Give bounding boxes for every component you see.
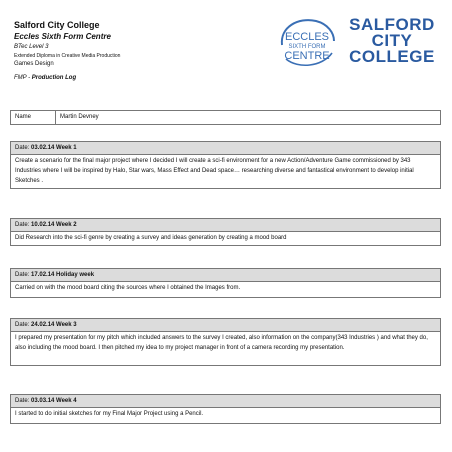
eccles-logo-line3: CENTRE [284, 50, 330, 62]
college-name: Salford City College [14, 20, 100, 30]
log-entry [10, 141, 441, 189]
salford-logo-line3: COLLEGE [349, 47, 435, 66]
log-entry [10, 268, 441, 298]
eccles-logo-line2: SIXTH FORM [288, 44, 326, 50]
centre-name: Eccles Sixth Form Centre [14, 32, 111, 41]
eccles-logo-line1: ECCLES [284, 31, 330, 43]
course-level: BTec Level 3 [14, 44, 49, 50]
diploma-name: Extended Diploma in Creative Media Production [14, 53, 121, 59]
entry-text: Did Research into the sci-fi genre by creating a survey and ideas generation by creating a mood board [11, 232, 441, 246]
log-entry [10, 394, 441, 424]
entry-date: Date: 24.02.14 Week 3 [11, 319, 441, 332]
eccles-logo [276, 15, 338, 69]
salford-logo-line2: CITY [371, 31, 413, 50]
entry-date: Date: 10.02.14 Week 2 [11, 219, 441, 232]
entry-text: Create a scenario for the final major project where I decided I will create a sci-fi environment for a new Action/Adventure Game commissioned by 343 Industries where I will be inspired by Halo, Star wars, Mass Effect and Dead space… researching diverse and fantastical environment to develop initial Sketches . [11, 155, 441, 189]
document-title: FMP - Production Log [14, 75, 77, 81]
name-table [10, 110, 441, 125]
salford-city-college-logo [342, 17, 442, 67]
log-entry [10, 318, 441, 366]
entry-text: I prepared my presentation for my pitch which included answers to the survey I created, also information on the company(343 Industries ) and what they do, also including the mood board. I then pitched my idea to my project manager in front of a camera recording my presentation. [11, 332, 441, 366]
entry-date: Date: 17.02.14 Holiday week [11, 269, 441, 282]
entry-text: I started to do initial sketches for my Final Major Project using a Pencil. [11, 408, 441, 424]
entry-text: Carried on with the mood board citing the sources where I obtained the Images from. [11, 282, 441, 298]
subject-name: Games Design [14, 61, 54, 67]
entry-date: Date: 03.02.14 Week 1 [11, 142, 441, 155]
name-label: Name [11, 111, 56, 125]
salford-logo-line1: SALFORD [349, 15, 435, 34]
name-value: Martin Devney [56, 111, 441, 125]
entry-date: Date: 03.03.14 Week 4 [11, 395, 441, 408]
log-entry [10, 218, 441, 246]
document-header [14, 20, 264, 83]
